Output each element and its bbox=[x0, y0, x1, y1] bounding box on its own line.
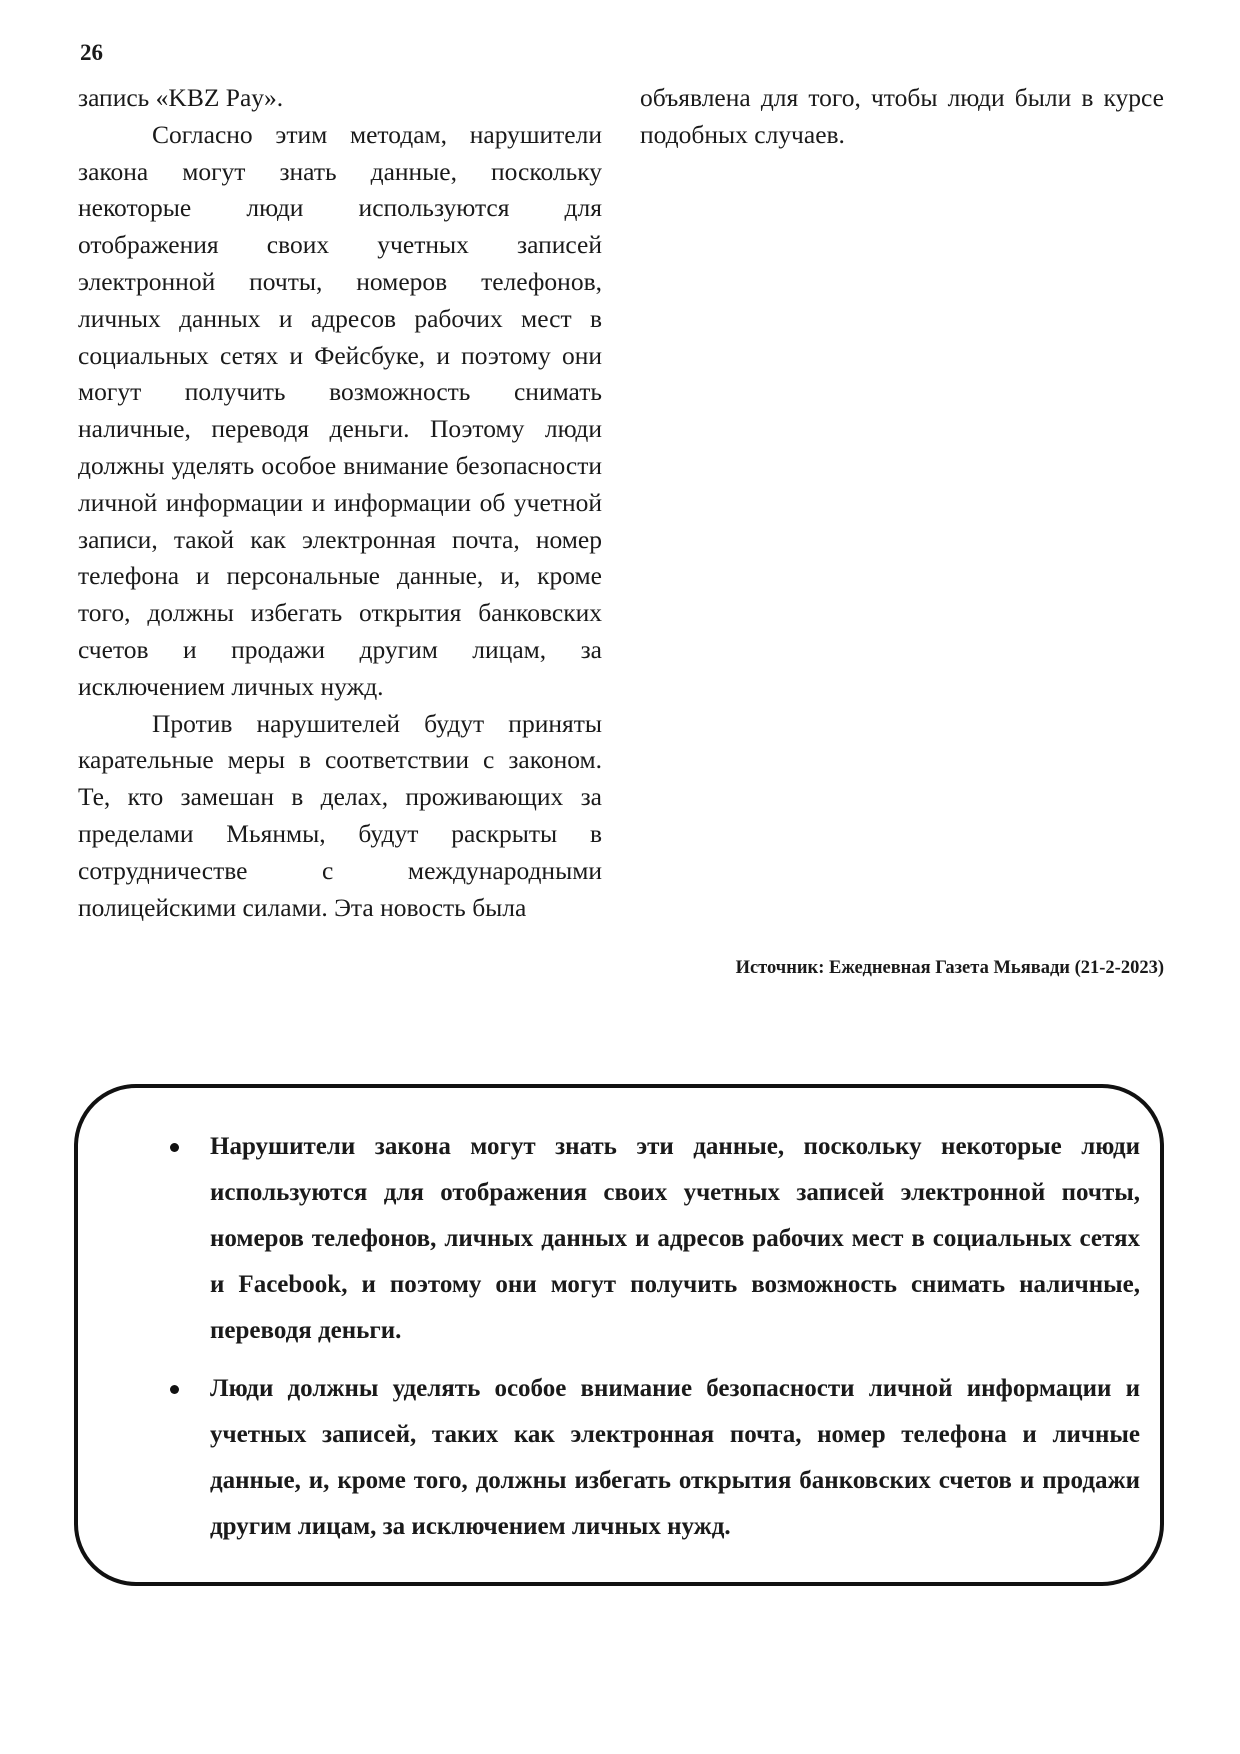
bullet-icon bbox=[170, 1143, 179, 1152]
summary-item-text: Люди должны уделять особое внимание безопасности личной информации и учетных записей, таких как электронная почта, номер телефона и личные данные, и, кроме того, должны избегать открытия банковских счетов и продажи другим лицам, за исключением личных нужд. bbox=[210, 1375, 1140, 1540]
article-paragraph-4: объявлена для того, чтобы люди были в курсе подобных случаев. bbox=[640, 83, 1164, 149]
summary-box bbox=[74, 1084, 1164, 1586]
article-paragraph-1: запись «KBZ Pay». bbox=[78, 83, 284, 112]
summary-item-text: Нарушители закона могут знать эти данные, поскольку некоторые люди используются для отображения своих учетных записей электронной почты, номеров телефонов, личных данных и адресов рабочих мест в социальных сетях и Facebook, и поэтому они могут получить возможность снимать наличные, переводя деньги. bbox=[210, 1133, 1140, 1344]
summary-list bbox=[144, 1124, 1140, 1562]
article-left-column bbox=[78, 80, 602, 926]
article-right-column bbox=[640, 80, 1164, 154]
summary-item bbox=[144, 1124, 1140, 1354]
article-paragraph-3: Против нарушителей будут приняты карательные меры в соответствии с законом. Те, кто замешан в делах, проживающих за пределами Мьянмы, будут раскрыты в сотрудничестве с международными полицейскими силами. Эта новость была bbox=[78, 708, 602, 922]
summary-item bbox=[144, 1366, 1140, 1550]
page-number: 26 bbox=[80, 40, 103, 65]
bullet-icon bbox=[170, 1385, 179, 1394]
source-citation: Источник: Ежедневная Газета Мьявади (21-2-2023) bbox=[735, 958, 1164, 978]
article-paragraph-2: Согласно этим методам, нарушители закона могут знать данные, поскольку некоторые люди используются для отображения своих учетных записей электронной почты, номеров телефонов, личных данных и адресов рабочих мест в социальных сетях и Фейсбуке, и поэтому они могут получить возможность снимать наличные, переводя деньги. Поэтому люди должны уделять особое внимание безопасности личной информации и информации об учетной записи, такой как электронная почта, номер телефона и персональные данные, и, кроме того, должны избегать открытия банковских счетов и продажи другим лицам, за исключением личных нужд. bbox=[78, 119, 602, 701]
